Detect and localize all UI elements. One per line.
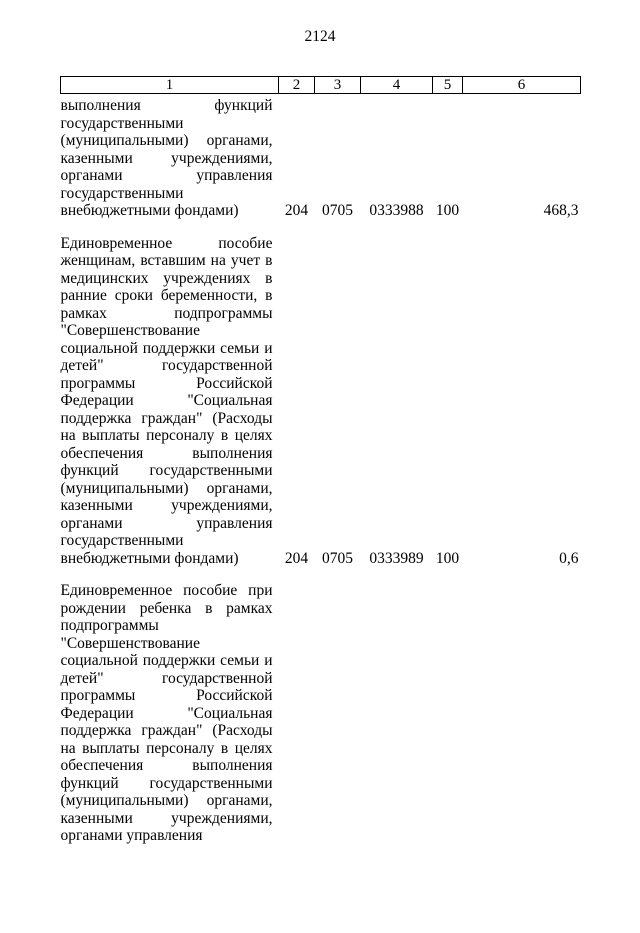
table-row <box>61 567 581 845</box>
cell-target-article-code: 0333988 <box>369 202 424 219</box>
cell-expense-type-code: 100 <box>435 549 460 567</box>
cell-amount <box>463 567 581 845</box>
column-header-1: 1 <box>61 77 279 94</box>
budget-expenditures-table <box>60 76 581 845</box>
cell-amount: 468,3 <box>543 202 579 219</box>
column-header-2: 2 <box>279 77 315 94</box>
cell-expense-type-code: 100 <box>435 202 460 219</box>
page-number: 2124 <box>304 28 336 45</box>
column-header-6: 6 <box>463 77 581 94</box>
cell-chapter-code <box>279 567 315 845</box>
cell-target-article-code: 0333989 <box>369 549 424 567</box>
row-description: Единовременное пособие при рождении ребенка в рамках подпрограммы "Совершенствование социальной поддержки семьи и детей" государственной программы Российской Федерации "Социальная поддержка граждан" (Расходы на выплаты персоналу в целях обеспечения выполнения функций государственными (муниципальными) органами, казенными учреждениями, органами управления <box>60 582 273 844</box>
cell-chapter-code: 204 <box>284 549 309 567</box>
cell-amount: 0,6 <box>559 549 579 567</box>
column-header-3: 3 <box>315 77 361 94</box>
row-description: Единовременное пособие женщинам, вставшим на учет в медицинских учреждениях в ранние сроки беременности, в рамках подпрограммы "Совершенствование социальной поддержки семьи и детей" государственной программы Российской Федерации "Социальная поддержка граждан" (Расходы на выплаты персоналу в целях обеспечения выполнения функций государственными (муниципальными) органами, казенными учреждениями, органами управления государственными внебюджетными фондами) <box>60 234 273 567</box>
cell-section-code: 0705 <box>322 202 353 219</box>
column-header-5: 5 <box>433 77 463 94</box>
table-header-row <box>61 77 581 94</box>
cell-target-article-code <box>361 567 433 845</box>
column-header-4: 4 <box>361 77 433 94</box>
table-row <box>61 220 581 568</box>
cell-section-code <box>315 567 361 845</box>
row-description: выполнения функций государственными (муниципальными) органами, казенными учреждениями, органами управления государственными внебюджетными фондами) <box>60 97 273 219</box>
table-row <box>61 94 581 220</box>
cell-chapter-code: 204 <box>284 202 309 219</box>
cell-section-code: 0705 <box>322 549 353 567</box>
cell-expense-type-code <box>433 567 463 845</box>
